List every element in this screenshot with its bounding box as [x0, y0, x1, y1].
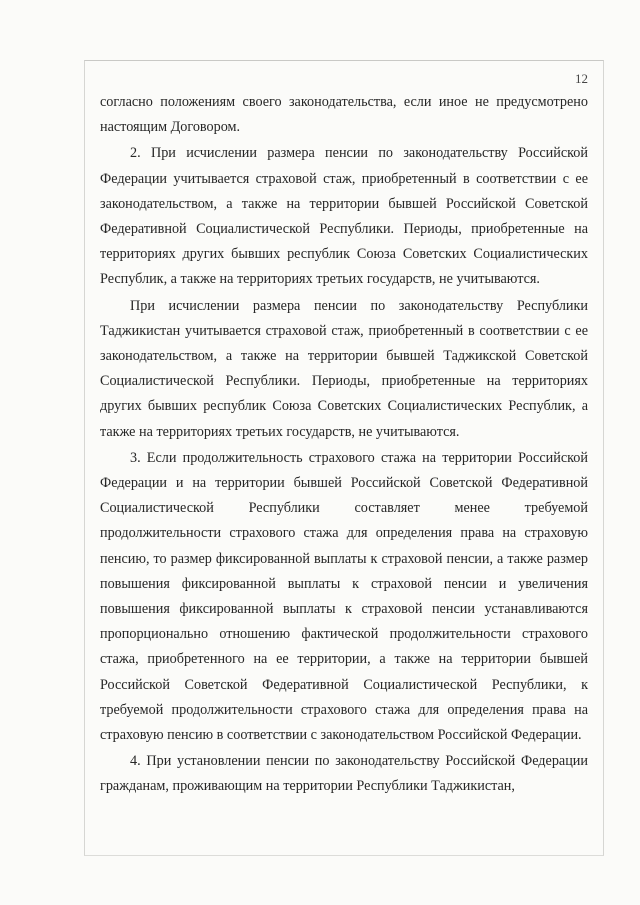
paragraph-clause-2-tajikistan: При исчислении размера пенсии по законодательству Республики Таджикистан учитывается страховой стаж, приобретенный в соответствии с ее законодательством, а также на территории бывшей Таджикской Советской Социалистической Республики. Периоды, приобретенные на территориях других бывших республик Союза Советских Социалистических Республик, а также на территориях третьих государств, не учитываются.	[100, 297, 588, 440]
paragraph-continuation: согласно положениям своего законодательства, если иное не предусмотрено настоящим Договором.	[100, 94, 588, 136]
paragraph-clause-2: 2. При исчислении размера пенсии по законодательству Российской Федерации учитывается страховой стаж, приобретенный в соответствии с ее законодательством, а также на территории бывшей Российской Советской Федеративной Социалистической Республики. Периоды, приобретенные на территориях других бывших республик Союза Советских Социалистических Республик, а также на территориях третьих государств, не учитываются.	[100, 145, 588, 288]
paragraph-clause-3: 3. Если продолжительность страхового стажа на территории Российской Федерации и на территории бывшей Российской Советской Федеративной Социалистической Республики составляет менее требуемой продолжительности страхового стажа для определения права на страховую пенсию, то размер фиксированной выплаты к страховой пенсии, а также размер повышения фиксированной выплаты к страховой пенсии и увеличения повышения фиксированной выплаты к страховой пенсии устанавливаются пропорционально отношению фактической продолжительности страхового стажа, приобретенного на ее территории, а также на территории бывшей Российской Советской Федеративной Социалистической Республики, к требуемой продолжительности страхового стажа для определения права на страховую пенсию в соответствии с законодательством Российской Федерации.	[100, 449, 588, 744]
page-number: 12	[575, 71, 588, 86]
paragraph-clause-4: 4. При установлении пенсии по законодательству Российской Федерации гражданам, проживающим на территории Республики Таджикистан,	[100, 753, 588, 795]
document-body	[100, 90, 588, 800]
